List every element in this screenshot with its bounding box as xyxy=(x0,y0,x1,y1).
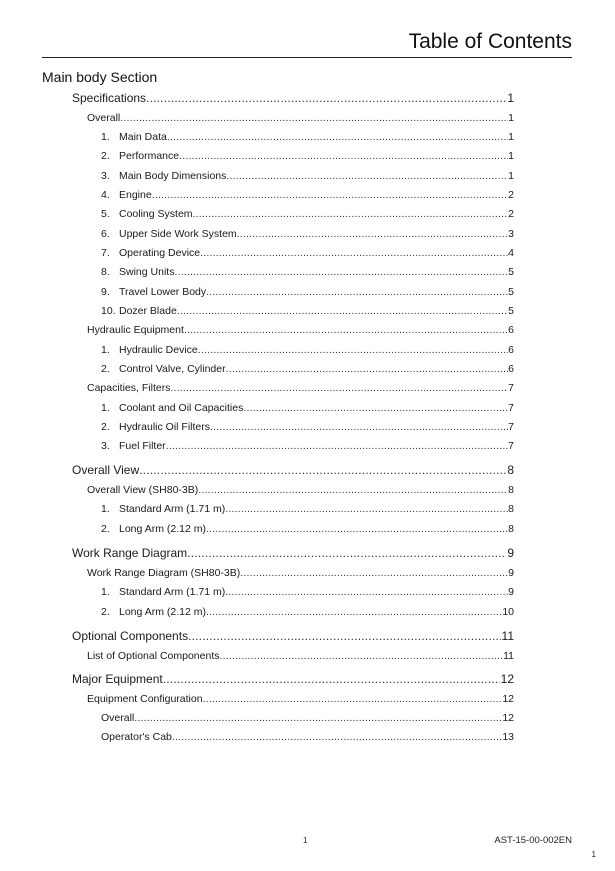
toc-entry-number: 1. xyxy=(101,586,110,598)
toc-entry-page: 12 xyxy=(500,672,514,686)
toc-entry[interactable] xyxy=(87,322,514,338)
toc-leader-dots xyxy=(167,129,508,145)
toc-entry[interactable] xyxy=(101,342,514,358)
toc-entry-label: Dozer Blade xyxy=(119,305,177,317)
toc-entry-number: 5. xyxy=(101,208,110,220)
toc-entry-page: 9 xyxy=(508,586,514,598)
toc-entry-label: Long Arm (2.12 m) xyxy=(119,523,206,535)
toc-entry-page: 7 xyxy=(508,382,514,394)
toc-entry-page: 1 xyxy=(508,112,514,124)
toc-leader-dots xyxy=(184,322,508,338)
toc-leader-dots xyxy=(240,565,508,581)
toc-entry[interactable] xyxy=(101,303,514,319)
toc-leader-dots xyxy=(188,628,500,644)
toc-entry-number: 1. xyxy=(101,503,110,515)
toc-entry-page: 7 xyxy=(508,440,514,452)
toc-entry[interactable] xyxy=(101,187,514,203)
toc-entry-number: 4. xyxy=(101,189,110,201)
toc-entry[interactable] xyxy=(87,380,514,396)
toc-entry-label: Operating Device xyxy=(119,247,201,259)
toc-entry-page: 1 xyxy=(508,170,514,182)
toc-entry[interactable] xyxy=(101,148,514,164)
toc-leader-dots xyxy=(206,521,508,537)
toc-entry[interactable] xyxy=(101,710,514,726)
toc-entry-page: 13 xyxy=(502,731,514,743)
title-rule xyxy=(42,57,572,58)
toc-leader-dots xyxy=(179,148,508,164)
toc-leader-dots xyxy=(198,482,508,498)
toc-entry-label: Optional Components xyxy=(72,629,189,643)
toc-entry-page: 2 xyxy=(508,208,514,220)
toc-entry-label: Upper Side Work System xyxy=(119,228,237,240)
toc-leader-dots xyxy=(172,729,502,745)
toc-entry-page: 7 xyxy=(508,421,514,433)
section-title: Main body Section xyxy=(42,69,158,85)
toc-entry-page: 8 xyxy=(508,503,514,515)
toc-entry-number: 1. xyxy=(101,131,110,143)
toc-entry-page: 1 xyxy=(508,131,514,143)
toc-entry-number: 8. xyxy=(101,266,110,278)
toc-entry-number: 2. xyxy=(101,421,110,433)
toc-entry-page: 9 xyxy=(507,546,514,560)
toc-entry-page: 5 xyxy=(508,266,514,278)
toc-entry-label: Main Data xyxy=(119,131,167,143)
toc-leader-dots xyxy=(225,584,508,600)
toc-leader-dots xyxy=(174,264,508,280)
toc-leader-dots xyxy=(220,648,504,664)
toc-leader-dots xyxy=(237,226,508,242)
toc-leader-dots xyxy=(200,245,508,261)
toc-entry[interactable] xyxy=(72,671,514,687)
toc-entry-label: Coolant and Oil Capacities xyxy=(119,402,244,414)
toc-entry-number: 6. xyxy=(101,228,110,240)
toc-leader-dots xyxy=(120,110,508,126)
toc-entry-label: Specifications xyxy=(72,91,147,105)
toc-leader-dots xyxy=(139,462,506,478)
toc-entry[interactable] xyxy=(101,584,514,600)
footer-page-number: 1 xyxy=(303,836,308,845)
toc-leader-dots xyxy=(152,187,508,203)
toc-entry-number: 7. xyxy=(101,247,110,259)
toc-leader-dots xyxy=(187,545,506,561)
toc-entry-label: Hydraulic Oil Filters xyxy=(119,421,211,433)
toc-entry[interactable] xyxy=(101,168,514,184)
toc-entry-label: Overall View (SH80-3B) xyxy=(87,484,199,496)
toc-entry-label: Operator's Cab xyxy=(101,731,172,743)
toc-leader-dots xyxy=(163,671,500,687)
toc-entry[interactable] xyxy=(87,648,514,664)
toc-entry-page: 4 xyxy=(508,247,514,259)
toc-entry-page: 9 xyxy=(508,567,514,579)
toc-entry-page: 3 xyxy=(508,228,514,240)
toc-entry[interactable] xyxy=(101,129,514,145)
toc-entry-page: 11 xyxy=(501,629,514,643)
toc-leader-dots xyxy=(177,303,508,319)
toc-entry[interactable] xyxy=(72,90,514,106)
toc-entry-label: Standard Arm (1.71 m) xyxy=(119,586,226,598)
toc-entry-label: Equipment Configuration xyxy=(87,693,203,705)
toc-entry[interactable] xyxy=(101,206,514,222)
toc-entry-label: Travel Lower Body xyxy=(119,286,207,298)
toc-entry-page: 11 xyxy=(503,650,514,662)
toc-entry-label: Cooling System xyxy=(119,208,193,220)
toc-entry-label: Performance xyxy=(119,150,180,162)
toc-entry[interactable] xyxy=(101,226,514,242)
toc-leader-dots xyxy=(226,361,509,377)
toc-entry-number: 9. xyxy=(101,286,110,298)
toc-entry-page: 1 xyxy=(507,91,514,105)
toc-leader-dots xyxy=(206,604,502,620)
toc-entry-page: 12 xyxy=(502,693,514,705)
toc-entry-page: 6 xyxy=(508,324,514,336)
toc-entry-number: 1. xyxy=(101,344,110,356)
toc-entry-page: 8 xyxy=(507,463,514,477)
toc-entry[interactable] xyxy=(101,284,514,300)
toc-entry[interactable] xyxy=(72,462,514,478)
toc-entry[interactable] xyxy=(87,691,514,707)
toc-entry[interactable] xyxy=(87,110,514,126)
toc-entry-page: 12 xyxy=(502,712,514,724)
toc-entry-page: 5 xyxy=(508,305,514,317)
toc-entry[interactable] xyxy=(101,361,514,377)
toc-entry[interactable] xyxy=(87,565,514,581)
toc-entry-page: 8 xyxy=(508,484,514,496)
toc-entry-page: 1 xyxy=(508,150,514,162)
toc-entry-label: Long Arm (2.12 m) xyxy=(119,606,206,618)
toc-entry-label: Engine xyxy=(119,189,152,201)
toc-entry-number: 2. xyxy=(101,606,110,618)
toc-leader-dots xyxy=(226,168,508,184)
toc-entry[interactable] xyxy=(101,604,514,620)
toc-entry-label: Swing Units xyxy=(119,266,175,278)
toc-entry-label: Capacities, Filters xyxy=(87,382,171,394)
toc-entry[interactable] xyxy=(101,501,514,517)
footer-doc-code: AST-15-00-002EN xyxy=(494,835,572,846)
toc-entry[interactable] xyxy=(101,729,514,745)
toc-entry-page: 6 xyxy=(508,363,514,375)
toc-entry-number: 2. xyxy=(101,363,110,375)
toc-entry-label: Control Valve, Cylinder xyxy=(119,363,226,375)
toc-leader-dots xyxy=(170,380,508,396)
toc-entry-number: 3. xyxy=(101,170,110,182)
toc-entry-label: Main Body Dimensions xyxy=(119,170,227,182)
toc-entry[interactable] xyxy=(72,628,514,644)
toc-entry-page: 7 xyxy=(508,402,514,414)
toc-entry-label: Work Range Diagram xyxy=(72,546,188,560)
toc-entry-page: 6 xyxy=(508,344,514,356)
toc-leader-dots xyxy=(193,206,509,222)
toc-entry-label: Overall xyxy=(87,112,121,124)
toc-entry-label: Fuel Filter xyxy=(119,440,166,452)
toc-leader-dots xyxy=(206,284,508,300)
toc-entry-number: 3. xyxy=(101,440,110,452)
toc-entry-label: Hydraulic Device xyxy=(119,344,198,356)
toc-entry-label: Work Range Diagram (SH80-3B) xyxy=(87,567,241,579)
toc-leader-dots xyxy=(146,90,506,106)
toc-entry-page: 2 xyxy=(508,189,514,201)
toc-entry[interactable] xyxy=(87,482,514,498)
toc-leader-dots xyxy=(166,438,508,454)
toc-leader-dots xyxy=(134,710,502,726)
toc-entry-number: 1. xyxy=(101,402,110,414)
toc-entry-number: 2. xyxy=(101,150,110,162)
toc-entry-label: Hydraulic Equipment xyxy=(87,324,184,336)
toc-leader-dots xyxy=(225,501,508,517)
toc-entry-label: Overall xyxy=(101,712,135,724)
toc-leader-dots xyxy=(198,342,508,358)
toc-entry-label: Overall View xyxy=(72,463,140,477)
toc-entry-page: 10 xyxy=(502,606,514,618)
toc-entry-page: 8 xyxy=(508,523,514,535)
margin-number: 1 xyxy=(591,850,596,859)
toc-entry[interactable] xyxy=(101,245,514,261)
toc-entry-label: Standard Arm (1.71 m) xyxy=(119,503,226,515)
toc-leader-dots xyxy=(210,419,508,435)
toc-entry-label: Major Equipment xyxy=(72,672,163,686)
toc-entry[interactable] xyxy=(101,264,514,280)
toc-entry-number: 10. xyxy=(101,305,116,317)
toc-entry[interactable] xyxy=(101,400,514,416)
toc-entry-page: 5 xyxy=(508,286,514,298)
page-title: Table of Contents xyxy=(408,30,572,53)
toc-leader-dots xyxy=(243,400,508,416)
toc-entry-label: List of Optional Components xyxy=(87,650,220,662)
toc-entry[interactable] xyxy=(101,521,514,537)
toc-entry-number: 2. xyxy=(101,523,110,535)
toc-leader-dots xyxy=(203,691,503,707)
toc-entry[interactable] xyxy=(101,438,514,454)
toc-entry[interactable] xyxy=(101,419,514,435)
toc-entry[interactable] xyxy=(72,545,514,561)
